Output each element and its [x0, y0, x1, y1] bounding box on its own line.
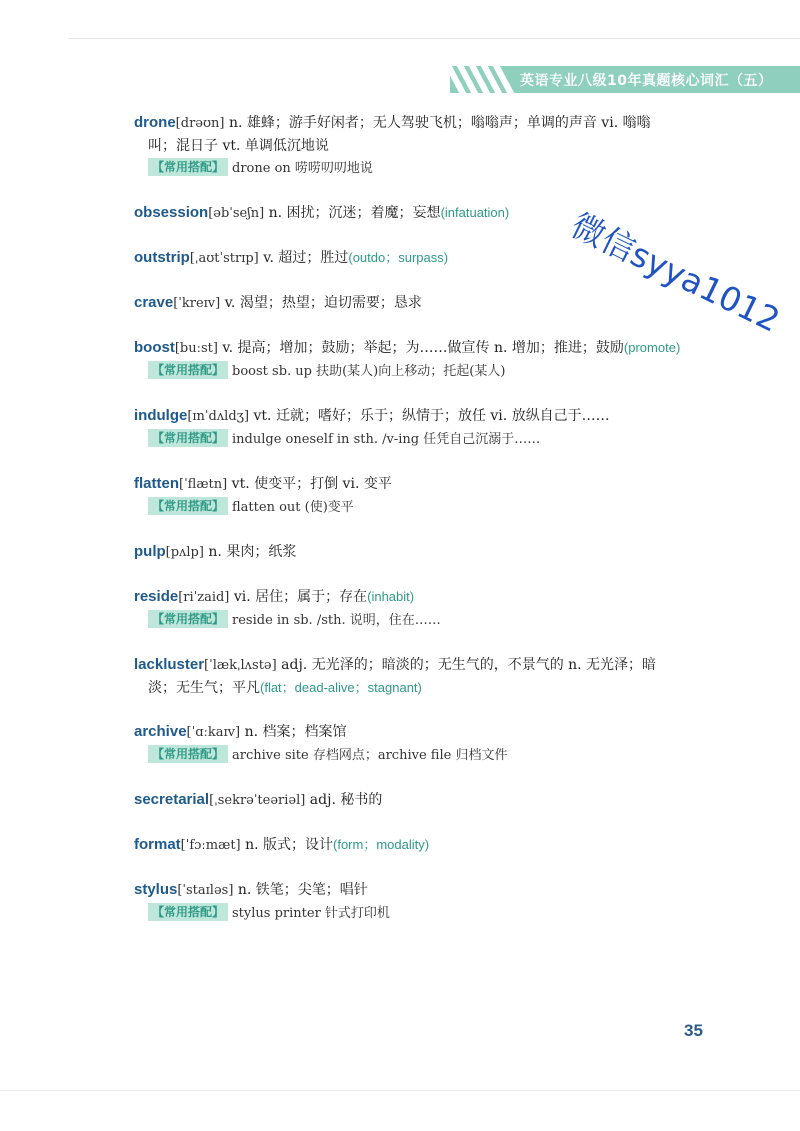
collocation-row — [134, 902, 724, 925]
synonyms: (outdo；surpass) — [348, 250, 449, 265]
word-entry — [134, 112, 724, 180]
collocation-text: archive site 存档网点；archive file 归档文件 — [232, 748, 508, 763]
definition: vt. 使变平；打倒 vi. 变平 — [231, 476, 392, 492]
definition: v. 超过；胜过 — [263, 250, 349, 266]
headword: stylus — [134, 881, 178, 898]
headword: obsession — [134, 204, 209, 221]
definition: n. 困扰；沉迷；着魔；妄想 — [268, 205, 441, 221]
definition: adj. 无光泽的；暗淡的；无生气的，不景气的 n. 无光泽；暗 — [281, 657, 657, 673]
header-title: 英语专业八级10年真题核心词汇（五） — [520, 73, 773, 89]
word-entry — [134, 654, 724, 699]
entry-headline — [134, 405, 724, 428]
definition: n. 雄蜂；游手好闲者；无人驾驶飞机；嗡嗡声；单调的声音 vi. 嗡嗡 — [228, 115, 651, 131]
word-entry — [134, 473, 724, 519]
headword: indulge — [134, 407, 188, 424]
definition: n. 档案；档案馆 — [244, 724, 347, 740]
phonetic: [ˈflætn] — [179, 477, 228, 492]
entry-headline — [134, 834, 724, 857]
synonyms: (inhabit) — [367, 589, 415, 604]
phonetic: [ˈkreɪv] — [173, 296, 221, 311]
collocation-tag: 【常用搭配】 — [148, 610, 228, 628]
headword: secretarial — [134, 791, 210, 808]
entry-headline — [134, 541, 724, 564]
collocation-tag: 【常用搭配】 — [148, 158, 228, 176]
headword: outstrip — [134, 249, 190, 266]
phonetic: [ɪnˈdʌldʒ] — [187, 409, 250, 424]
phonetic: [pʌlp] — [165, 545, 204, 560]
word-entry — [134, 405, 724, 451]
synonyms: (form；modality) — [333, 837, 430, 852]
phonetic: [buːst] — [174, 341, 218, 356]
definition: n. 铁笔；尖笔；唱针 — [237, 882, 368, 898]
phonetic: [ˈstaɪləs] — [177, 883, 234, 898]
headword: reside — [134, 588, 179, 605]
entry-headline — [134, 789, 724, 812]
collocation-tag: 【常用搭配】 — [148, 903, 228, 921]
phonetic: [ˈfɔːmæt] — [180, 838, 241, 853]
word-entry — [134, 202, 724, 225]
top-rule — [68, 38, 800, 39]
word-entry — [134, 789, 724, 812]
definition-continuation — [134, 677, 724, 699]
collocation-row — [134, 744, 724, 767]
collocation-tag: 【常用搭配】 — [148, 745, 228, 763]
headword: crave — [134, 294, 174, 311]
watermark: 微信syya1012 — [565, 205, 786, 340]
collocation-text: drone on 唠唠叨叨地说 — [232, 161, 373, 176]
collocation-tag: 【常用搭配】 — [148, 497, 228, 515]
definition: v. 提高；增加；鼓励；举起；为……做宣传 n. 增加；推进；鼓励 — [222, 340, 624, 356]
word-entry — [134, 586, 724, 632]
collocation-tag: 【常用搭配】 — [148, 429, 228, 447]
headword: archive — [134, 723, 187, 740]
collocation-text: reside in sb. /sth. 说明，住在…… — [232, 613, 441, 628]
phonetic: [ˈɑːkaɪv] — [186, 725, 241, 740]
bottom-rule — [0, 1090, 800, 1091]
entry-headline — [134, 654, 724, 677]
collocation-row — [134, 428, 724, 451]
synonyms: (infatuation) — [440, 205, 510, 220]
phonetic: [ˌaʊtˈstrɪp] — [189, 251, 259, 266]
collocation-text: indulge oneself in sth. /v-ing 任凭自己沉溺于…… — [232, 432, 541, 447]
collocation-row — [134, 496, 724, 519]
definition: vt. 迁就；嗜好；乐于；纵情于；放任 vi. 放纵自己于…… — [253, 408, 610, 424]
synonyms: (flat；dead-alive；stagnant) — [260, 680, 422, 695]
entry-headline — [134, 879, 724, 902]
definition: n. 版式；设计 — [245, 837, 334, 853]
headword: flatten — [134, 475, 179, 492]
word-entry — [134, 834, 724, 857]
definition: 淡；无生气；平凡 — [148, 680, 260, 696]
definition: 叫；混日子 vt. 单调低沉地说 — [148, 138, 329, 154]
collocation-row — [134, 157, 724, 180]
entry-headline — [134, 473, 724, 496]
entry-headline — [134, 112, 724, 135]
phonetic: [ˌsekrəˈteəriəl] — [209, 793, 306, 808]
word-entry — [134, 337, 724, 383]
headword: boost — [134, 339, 175, 356]
collocation-text: flatten out (使)变平 — [232, 500, 354, 515]
headword: drone — [134, 114, 176, 131]
phonetic: [drəʊn] — [175, 116, 225, 131]
collocation-row — [134, 609, 724, 632]
phonetic: [əbˈseʃn] — [208, 206, 265, 221]
headword: format — [134, 836, 181, 853]
entry-headline — [134, 292, 724, 315]
collocation-tag: 【常用搭配】 — [148, 361, 228, 379]
definition: adj. 秘书的 — [309, 792, 383, 808]
entry-headline — [134, 721, 724, 744]
header-stripes — [450, 66, 514, 93]
entry-headline — [134, 337, 724, 360]
synonyms: (promote) — [623, 340, 681, 355]
definition: vi. 居住；属于；存在 — [233, 589, 368, 605]
collocation-text: boost sb. up 扶助(某人)向上移动；托起(某人) — [232, 364, 506, 379]
word-entry — [134, 721, 724, 767]
phonetic: [riˈzaid] — [178, 590, 230, 605]
entry-headline — [134, 586, 724, 609]
collocation-text: stylus printer 针式打印机 — [232, 906, 390, 921]
headword: pulp — [134, 543, 166, 560]
phonetic: [ˈlækˌlʌstə] — [204, 658, 277, 673]
word-entry — [134, 879, 724, 925]
word-entry — [134, 541, 724, 564]
definition: n. 果肉；纸浆 — [208, 544, 297, 560]
word-entry — [134, 292, 724, 315]
definition: v. 渴望；热望；迫切需要；恳求 — [224, 295, 422, 311]
entry-headline — [134, 202, 724, 225]
page-number: 35 — [684, 1021, 703, 1040]
collocation-row — [134, 360, 724, 383]
running-header — [450, 66, 800, 93]
definition-continuation — [134, 135, 724, 157]
headword: lackluster — [134, 656, 205, 673]
